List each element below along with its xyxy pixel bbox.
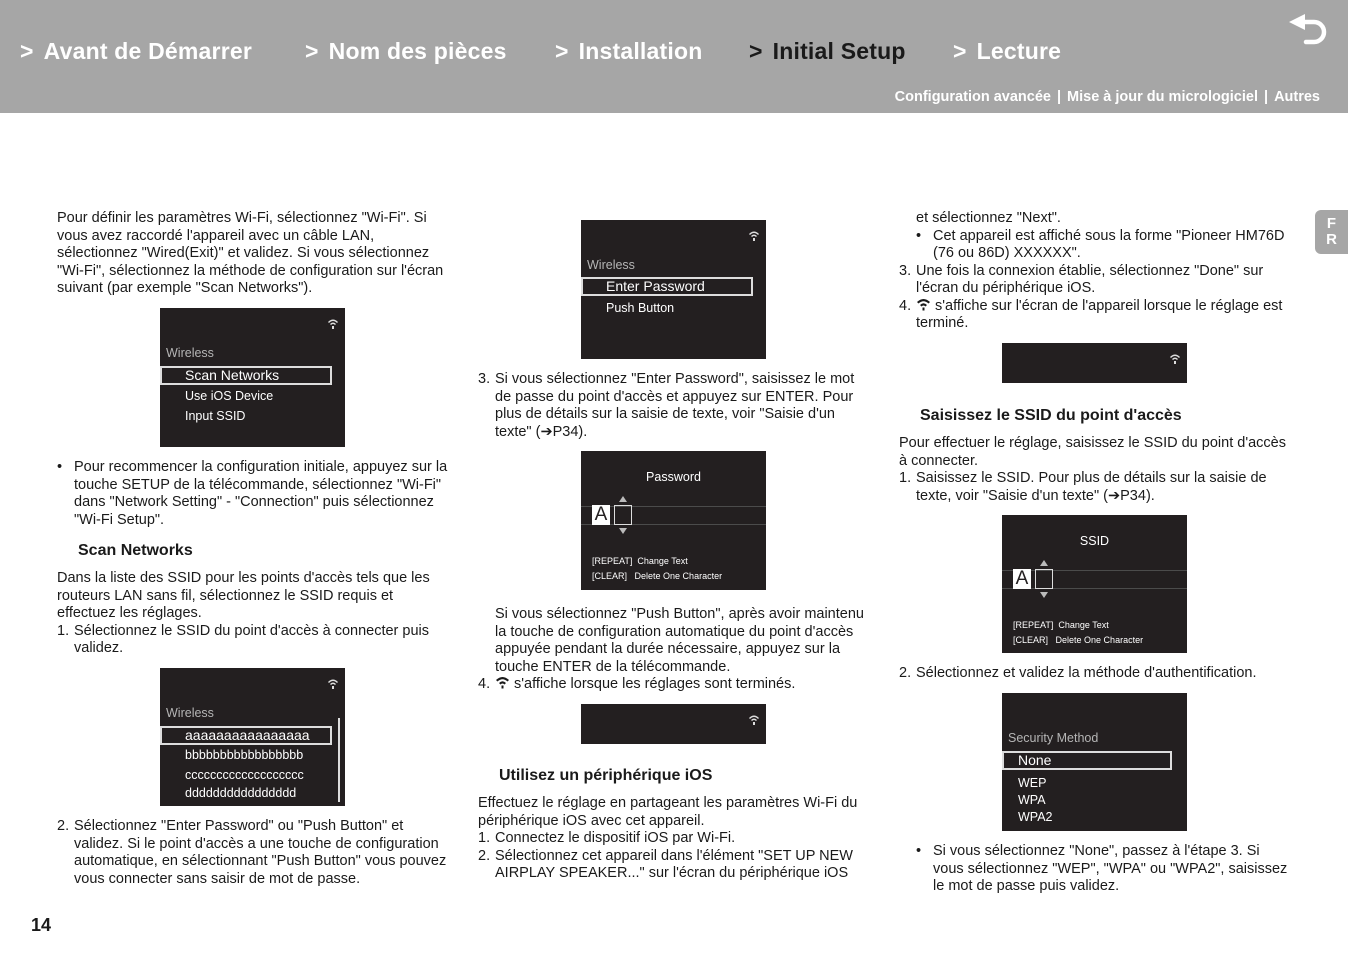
step-2: 2. Sélectionnez cet appareil dans l'élément "SET UP NEW AIRPLAY SPEAKER..." sur l'écran du périphérique iOS bbox=[478, 847, 853, 881]
screen-password-entry: Password A [REPEAT] Change Text [CLEAR] Delete One Character bbox=[581, 451, 766, 590]
heading-ios: Utilisez un périphérique iOS bbox=[499, 767, 713, 784]
right-arrow-icon: ➔ bbox=[540, 423, 553, 440]
bullet-item: • Cet appareil est affiché sous la forme "Pioneer HM76D (76 ou 86D) XXXXXX". bbox=[916, 227, 1285, 261]
language-tab[interactable]: F R bbox=[1315, 210, 1348, 254]
nav-avant-de-demarrer[interactable]: > Avant de Démarrer bbox=[20, 38, 252, 64]
up-arrow-icon bbox=[619, 496, 627, 502]
bullet-item: • Si vous sélectionnez "None", passez à l'étape 3. Si vous sélectionnez "WEP", "WPA" ou "WPA2", saisissez le mot de passe puis validez. bbox=[916, 843, 1288, 894]
nav-initial-setup[interactable]: > Initial Setup bbox=[749, 38, 906, 64]
link-mise-a-jour[interactable]: Mise à jour du micrologiciel bbox=[1067, 89, 1258, 105]
screen-password-method: Wireless Enter Password Push Button bbox=[581, 220, 766, 359]
nav-lecture[interactable]: > Lecture bbox=[953, 38, 1062, 64]
wifi-icon bbox=[327, 318, 339, 330]
screen-wifi-status bbox=[581, 704, 766, 744]
screen-ssid-list: Wireless aaaaaaaaaaaaaaaa bbbbbbbbbbbbbbbbb ccccccccccccccccccc dddddddddddddddd bbox=[160, 668, 345, 806]
step-3: 3. Une fois la connexion établie, sélectionnez "Done" sur l'écran du périphérique iOS. bbox=[899, 262, 1264, 296]
link-configuration-avancee[interactable]: Configuration avancée bbox=[894, 89, 1051, 105]
paragraph: Si vous sélectionnez "Push Button", après avoir maintenu la touche de configuration automatique du point d'accès appuyée pendant la durée nécessaire, appuyez sur la touche ENTER de la télécommande. bbox=[495, 606, 864, 675]
back-arrow-icon[interactable] bbox=[1286, 14, 1330, 50]
step-4: 4. s'affiche lorsque les réglages sont terminés. bbox=[478, 676, 796, 692]
text-cursor-char[interactable]: A bbox=[1013, 569, 1031, 589]
link-autres[interactable]: Autres bbox=[1274, 89, 1320, 105]
paragraph: Pour effectuer le réglage, saisissez le SSID du point d'accès à connecter. bbox=[899, 435, 1286, 469]
nav-installation[interactable]: > Installation bbox=[555, 38, 703, 64]
menu-item-selected[interactable]: aaaaaaaaaaaaaaaa bbox=[160, 726, 332, 745]
menu-item-selected[interactable]: Scan Networks bbox=[160, 366, 332, 385]
empty-char-box bbox=[1035, 569, 1053, 589]
menu-item[interactable]: Push Button bbox=[606, 301, 675, 315]
nav-nom-des-pieces[interactable]: > Nom des pièces bbox=[305, 38, 507, 64]
menu-item[interactable]: Use iOS Device bbox=[185, 389, 274, 403]
text-cursor-char[interactable]: A bbox=[592, 505, 610, 525]
menu-item[interactable]: Input SSID bbox=[185, 409, 246, 423]
wifi-icon bbox=[748, 230, 760, 242]
step-1: 1. Saisissez le SSID. Pour plus de détails sur la saisie de texte, voir "Saisie d'un texte" (➔P34). bbox=[899, 470, 1267, 504]
column-1 bbox=[57, 210, 450, 298]
heading-ssid: Saisissez le SSID du point d'accès bbox=[920, 407, 1182, 424]
paragraph: Dans la liste des SSID pour les points d'accès tels que les routeurs LAN sans fil, sélectionnez le SSID requis et effectuez les réglages. bbox=[57, 570, 430, 621]
right-arrow-icon: ➔ bbox=[1107, 487, 1121, 504]
menu-item[interactable]: WPA bbox=[1018, 793, 1046, 807]
wifi-icon bbox=[748, 714, 760, 726]
continuation-text: et sélectionnez "Next". bbox=[916, 210, 1061, 226]
menu-item[interactable]: dddddddddddddddd bbox=[185, 786, 297, 800]
scrollbar[interactable] bbox=[338, 718, 340, 802]
up-arrow-icon bbox=[1040, 560, 1048, 566]
wifi-icon bbox=[495, 676, 510, 689]
paragraph: Effectuez le réglage en partageant les paramètres Wi-Fi du périphérique iOS avec cet appareil. bbox=[478, 795, 858, 829]
sub-navigation: Configuration avancée | Mise à jour du micrologiciel | Autres bbox=[894, 89, 1320, 105]
step-2: 2. Sélectionnez "Enter Password" ou "Push Button" et validez. Si le point d'accès a une touche de configuration automatique, en sélectionnant "Push Button" vous pouvez vous connecter sans saisir de mot de passe. bbox=[57, 818, 447, 887]
bullet-item: • Pour recommencer la configuration initiale, appuyez sur la touche SETUP de la télécommande, sélectionnez "Wi-Fi" dans "Network Setting" - "Connection" puis sélectionnez "Wi-Fi Setup". bbox=[57, 459, 448, 528]
wifi-icon bbox=[916, 298, 931, 311]
step-2: 2. Sélectionnez et validez la méthode d'authentification. bbox=[899, 665, 1257, 681]
wifi-icon bbox=[327, 678, 339, 690]
menu-item-selected[interactable]: Enter Password bbox=[581, 277, 753, 296]
screen-ssid-entry: SSID A [REPEAT] Change Text [CLEAR] Delete One Character bbox=[1002, 515, 1187, 653]
menu-item-selected[interactable]: None bbox=[1002, 751, 1172, 770]
wifi-icon bbox=[1169, 353, 1181, 365]
step-4: 4. s'affiche sur l'écran de l'appareil lorsque le réglage est terminé. bbox=[899, 297, 1283, 331]
heading-scan-networks: Scan Networks bbox=[78, 542, 193, 559]
screen-security-method: Security Method None WEP WPA WPA2 bbox=[1002, 693, 1187, 831]
menu-item[interactable]: WEP bbox=[1018, 776, 1047, 790]
menu-item[interactable]: bbbbbbbbbbbbbbbbb bbox=[185, 748, 304, 762]
screen-wireless-menu: Wireless Scan Networks Use iOS Device Input SSID bbox=[160, 308, 345, 447]
step-1: 1. Sélectionnez le SSID du point d'accès à connecter puis validez. bbox=[57, 622, 430, 656]
page-number: 14 bbox=[31, 915, 52, 935]
menu-item[interactable]: WPA2 bbox=[1018, 810, 1053, 824]
screen-wifi-status bbox=[1002, 343, 1187, 383]
header-bar bbox=[0, 0, 1348, 113]
step-3: 3. Si vous sélectionnez "Enter Password", saisissez le mot de passe du point d'accès et appuyez sur ENTER. Pour plus de détails sur la saisie de texte, voir "Saisie d'un texte" (➔P34). bbox=[478, 371, 855, 440]
intro-text: Pour définir les paramètres Wi-Fi, sélectionnez "Wi-Fi". Si vous avez raccordé l'appareil avec un câble LAN, sélectionnez "Wired(Exit)" et validez. Si vous sélectionnez "Wi-Fi", sélectionnez la méthode de configuration sur l'écran suivant (par exemple "Scan Networks"). bbox=[57, 210, 444, 296]
down-arrow-icon bbox=[619, 528, 627, 534]
down-arrow-icon bbox=[1040, 592, 1048, 598]
menu-item[interactable]: ccccccccccccccccccc bbox=[185, 768, 304, 782]
step-1: 1. Connectez le dispositif iOS par Wi-Fi. bbox=[478, 830, 736, 846]
empty-char-box bbox=[614, 505, 632, 525]
